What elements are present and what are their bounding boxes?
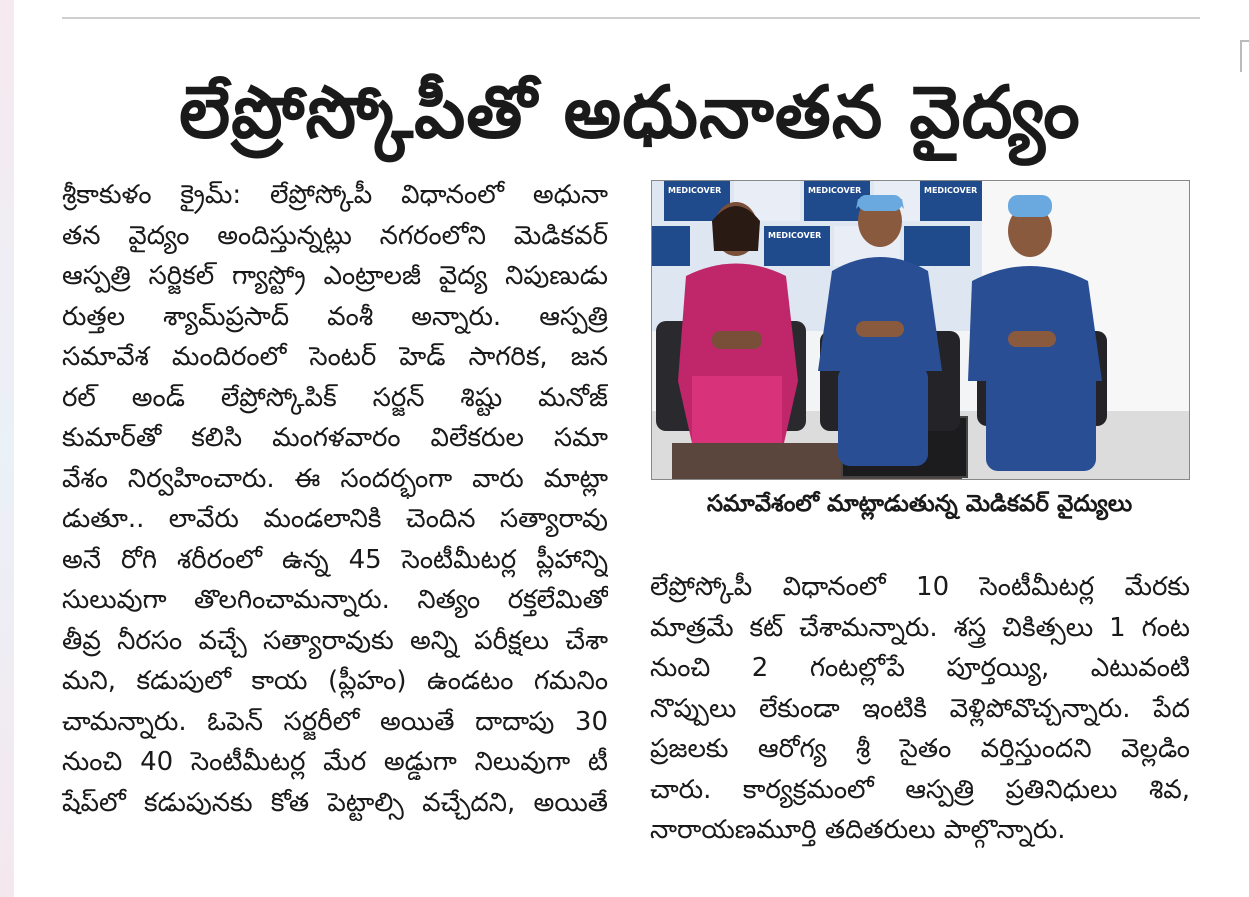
body-line: చారు. కార్యక్రమంలో ఆస్పత్రి ప్రతినిధులు శివ, — [650, 774, 1190, 805]
body-line: మని, కడుపులో కాయ (ప్లీహం) ఉండటం గమనిం — [62, 666, 608, 696]
body-line: కుమార్‌తో కలిసి మంగళవారం విలేకరుల సమా — [62, 423, 608, 453]
body-line: ప్రజలకు ఆరోగ్య శ్రీ సైతం వర్తిస్తుందని వెల్లడిం — [650, 734, 1190, 764]
svg-text:MEDICOVER: MEDICOVER — [924, 186, 978, 195]
body-line: శ్రీకాకుళం క్రైమ్: లేప్రోస్కోపీ విధానంలో అధునా — [62, 180, 608, 210]
svg-text:MEDICOVER: MEDICOVER — [668, 186, 722, 195]
body-line: సులువుగా తొలగించామన్నారు. నిత్యం రక్తలేమితో — [62, 585, 608, 615]
top-rule — [62, 17, 1200, 19]
body-line: అనే రోగి శరీరంలో ఉన్న 45 సెంటీమీటర్ల ప్లీహాన్ని — [62, 544, 608, 575]
article-body-right — [650, 567, 1190, 851]
body-line: నుంచి 40 సెంటీమీటర్ల మేర అడ్డుగా నిలువుగా టీ — [62, 747, 608, 777]
headline: లేప్రోస్కోపీతో అధునాతన వైద్యం — [179, 70, 1081, 154]
body-line: లేప్రోస్కోపీ విధానంలో 10 సెంటీమీటర్ల మేరకు — [650, 572, 1190, 602]
news-photo — [651, 180, 1190, 480]
body-line: షేప్‌లో కడుపునకు కోత పెట్టాల్సి వచ్చేదని, అయితే — [62, 787, 608, 818]
body-line: డుతూ.. లావేరు మండలానికి చెందిన సత్యారావు — [62, 504, 608, 534]
page-edge — [0, 0, 14, 897]
doctors-photo-illustration — [652, 181, 1189, 479]
corner-mark — [1240, 40, 1249, 72]
body-line: నొప్పులు లేకుండా ఇంటికి వెళ్లిపోవొచ్చన్నారు. పేద — [650, 693, 1190, 724]
body-line: ఆస్పత్రి సర్జికల్ గ్యాస్ట్రో ఎంట్రాలజీ వైద్య నిపుణుడు — [62, 261, 608, 291]
body-line: రల్ అండ్ లేప్రోస్కోపిక్ సర్జన్ శిష్టు మనోజ్ — [62, 382, 608, 413]
body-line: తీవ్ర నీరసం వచ్చే సత్యారావుకు అన్ని పరీక్షలు చేశా — [62, 625, 608, 656]
body-line: తన వైద్యం అందిస్తున్నట్లు నగరంలోని మెడికవర్ — [62, 220, 608, 251]
svg-text:MEDICOVER: MEDICOVER — [768, 231, 822, 240]
body-line: వేశం నిర్వహించారు. ఈ సందర్భంగా వారు మాట్లా — [62, 463, 608, 494]
photo-caption: సమావేశంలో మాట్లాడుతున్న మెడికవర్ వైద్యులు — [706, 491, 1133, 517]
body-line: నుంచి 2 గంటల్లోపే పూర్తయ్యి, ఎటువంటి — [650, 653, 1190, 683]
body-line: మాత్రమే కట్ చేశామన్నారు. శస్త్ర చికిత్సలు 1 గంట — [650, 612, 1190, 643]
body-line: సమావేశ మందిరంలో సెంటర్ హెడ్ సాగరిక, జన — [62, 342, 608, 372]
article-body-left — [62, 175, 608, 823]
svg-text:MEDICOVER: MEDICOVER — [808, 186, 862, 195]
body-line: చామన్నారు. ఓపెన్ సర్జరీలో అయితే దాదాపు 30 — [62, 706, 608, 737]
body-line: రుత్తల శ్యామ్‌ప్రసాద్ వంశీ అన్నారు. ఆస్పత్రి — [62, 301, 608, 332]
body-line: నారాయణమూర్తి తదితరులు పాల్గొన్నారు. — [650, 815, 1066, 845]
